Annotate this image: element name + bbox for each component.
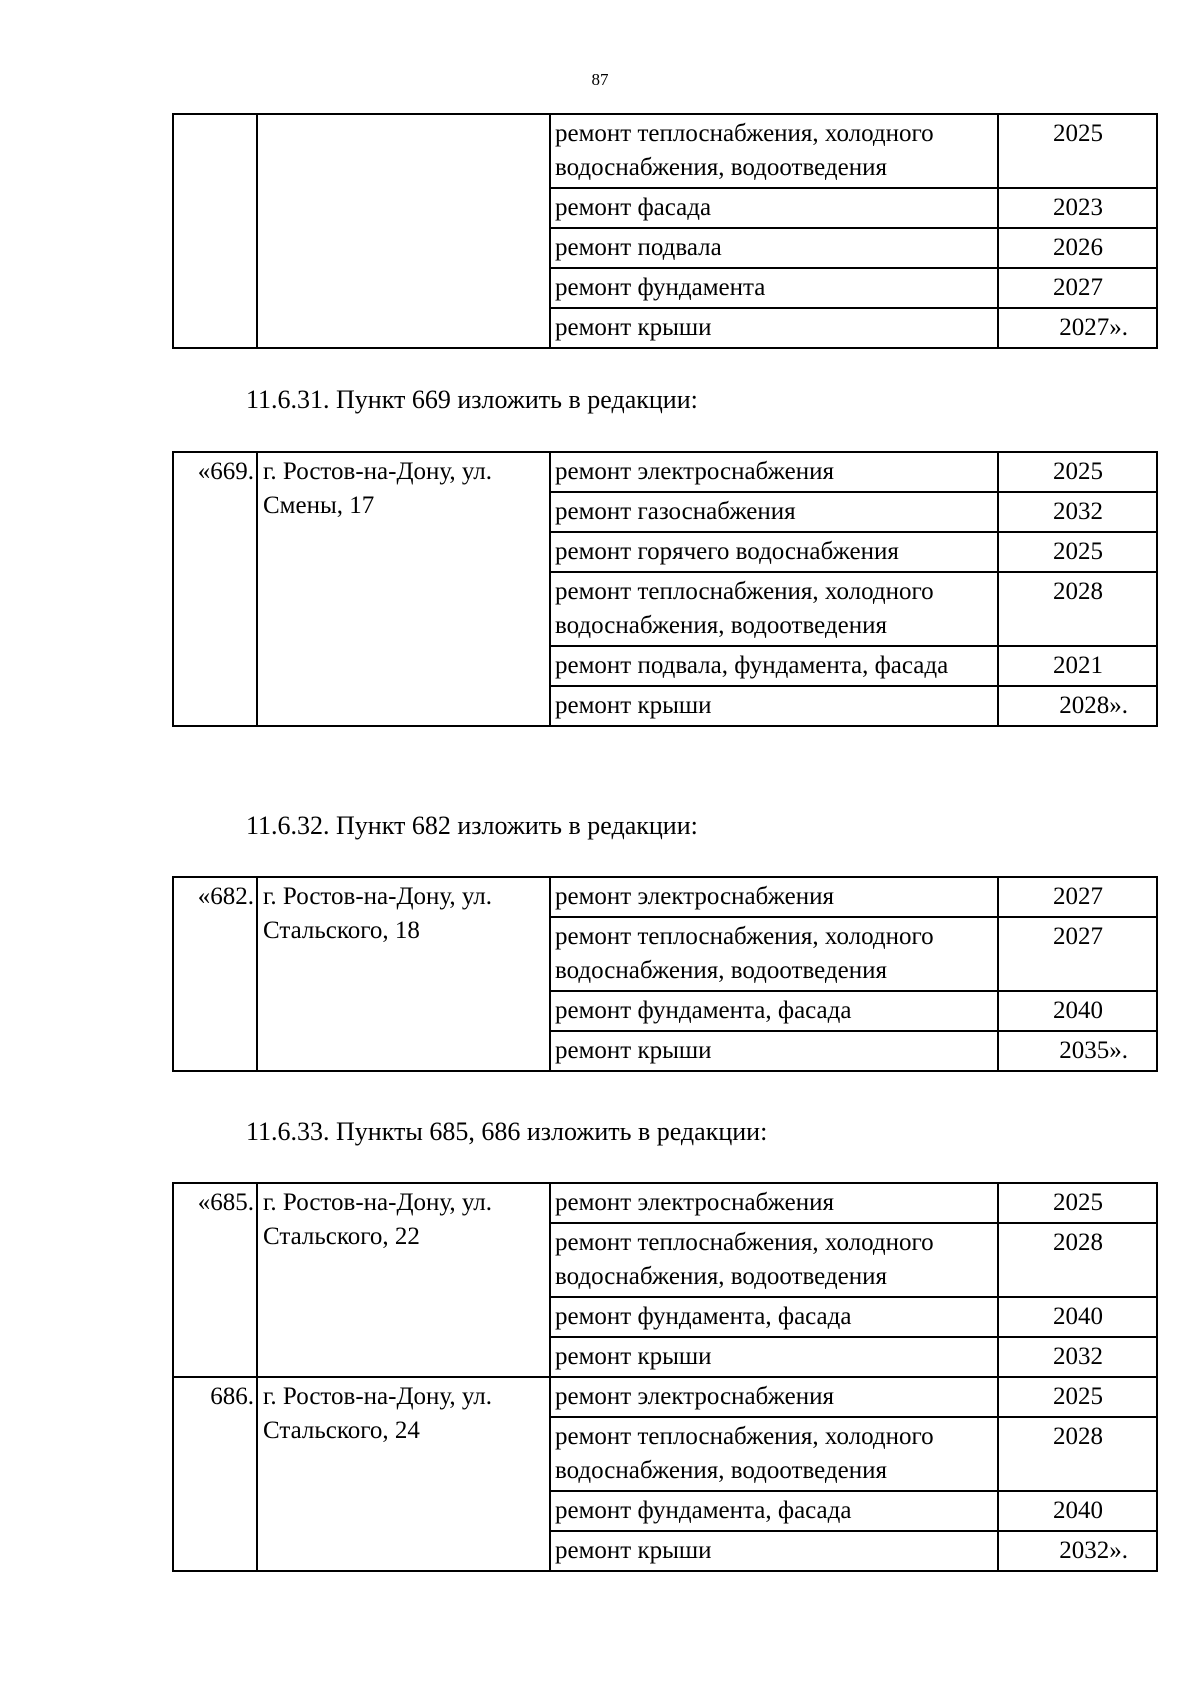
- work-cell: ремонт фасада: [550, 188, 998, 228]
- work-cell: ремонт подвала, фундамента, фасада: [550, 646, 998, 686]
- repair-table-682: [172, 876, 1158, 1072]
- work-cell: ремонт фундамента, фасада: [550, 1491, 998, 1531]
- year-cell: 2025: [998, 1183, 1157, 1223]
- work-cell: ремонт теплоснабжения, холодного водоснабжения, водоотведения: [550, 917, 998, 991]
- work-cell: ремонт горячего водоснабжения: [550, 532, 998, 572]
- year-cell: 2023: [998, 188, 1157, 228]
- work-cell: ремонт электроснабжения: [550, 1183, 998, 1223]
- year-cell: 2028».: [998, 686, 1157, 726]
- year-cell: 2028: [998, 572, 1157, 646]
- work-cell: ремонт теплоснабжения, холодного водоснабжения, водоотведения: [550, 1417, 998, 1491]
- work-cell: ремонт подвала: [550, 228, 998, 268]
- year-cell: 2028: [998, 1417, 1157, 1491]
- table-row: [173, 1377, 1157, 1417]
- year-cell: 2027: [998, 917, 1157, 991]
- paragraph-11-6-31: 11.6.31. Пункт 669 изложить в редакции:: [246, 385, 698, 414]
- address-cell: г. Ростов-на-Дону, ул. Стальского, 18: [257, 877, 550, 1071]
- year-cell: 2026: [998, 228, 1157, 268]
- table-row: [173, 452, 1157, 492]
- work-cell: ремонт газоснабжения: [550, 492, 998, 532]
- work-cell: ремонт теплоснабжения, холодного водоснабжения, водоотведения: [550, 1223, 998, 1297]
- address-cell: г. Ростов-на-Дону, ул. Стальского, 22: [257, 1183, 550, 1377]
- year-cell: 2032».: [998, 1531, 1157, 1571]
- paragraph-11-6-33: 11.6.33. Пункты 685, 686 изложить в редакции:: [246, 1117, 768, 1146]
- table-row: [173, 877, 1157, 917]
- year-cell: 2025: [998, 532, 1157, 572]
- repair-table-685-686: [172, 1182, 1158, 1572]
- item-number-cell: «685.: [173, 1183, 257, 1377]
- year-cell: 2021: [998, 646, 1157, 686]
- work-cell: ремонт крыши: [550, 308, 998, 348]
- table-row: [173, 114, 1157, 188]
- work-cell: ремонт фундамента: [550, 268, 998, 308]
- year-cell: 2027: [998, 268, 1157, 308]
- address-cell: г. Ростов-на-Дону, ул. Смены, 17: [257, 452, 550, 726]
- item-number-cell: [173, 114, 257, 348]
- item-number-cell: 686.: [173, 1377, 257, 1571]
- page-number: 87: [591, 70, 609, 89]
- work-cell: ремонт крыши: [550, 1337, 998, 1377]
- year-cell: 2027: [998, 877, 1157, 917]
- item-number-cell: «669.: [173, 452, 257, 726]
- year-cell: 2027».: [998, 308, 1157, 348]
- work-cell: ремонт фундамента, фасада: [550, 1297, 998, 1337]
- address-cell: г. Ростов-на-Дону, ул. Стальского, 24: [257, 1377, 550, 1571]
- year-cell: 2028: [998, 1223, 1157, 1297]
- work-cell: ремонт электроснабжения: [550, 877, 998, 917]
- year-cell: 2040: [998, 1491, 1157, 1531]
- work-cell: ремонт электроснабжения: [550, 452, 998, 492]
- year-cell: 2035».: [998, 1031, 1157, 1071]
- year-cell: 2025: [998, 452, 1157, 492]
- paragraph-11-6-32: 11.6.32. Пункт 682 изложить в редакции:: [246, 811, 698, 840]
- work-cell: ремонт крыши: [550, 1031, 998, 1071]
- repair-table-continuation: [172, 113, 1158, 349]
- year-cell: 2025: [998, 1377, 1157, 1417]
- work-cell: ремонт теплоснабжения, холодного водоснабжения, водоотведения: [550, 572, 998, 646]
- year-cell: 2025: [998, 114, 1157, 188]
- item-number-cell: «682.: [173, 877, 257, 1071]
- work-cell: ремонт электроснабжения: [550, 1377, 998, 1417]
- work-cell: ремонт крыши: [550, 1531, 998, 1571]
- repair-table-669: [172, 451, 1158, 727]
- address-cell: [257, 114, 550, 348]
- work-cell: ремонт теплоснабжения, холодного водоснабжения, водоотведения: [550, 114, 998, 188]
- work-cell: ремонт крыши: [550, 686, 998, 726]
- year-cell: 2032: [998, 1337, 1157, 1377]
- year-cell: 2040: [998, 991, 1157, 1031]
- table-row: [173, 1183, 1157, 1223]
- work-cell: ремонт фундамента, фасада: [550, 991, 998, 1031]
- year-cell: 2040: [998, 1297, 1157, 1337]
- year-cell: 2032: [998, 492, 1157, 532]
